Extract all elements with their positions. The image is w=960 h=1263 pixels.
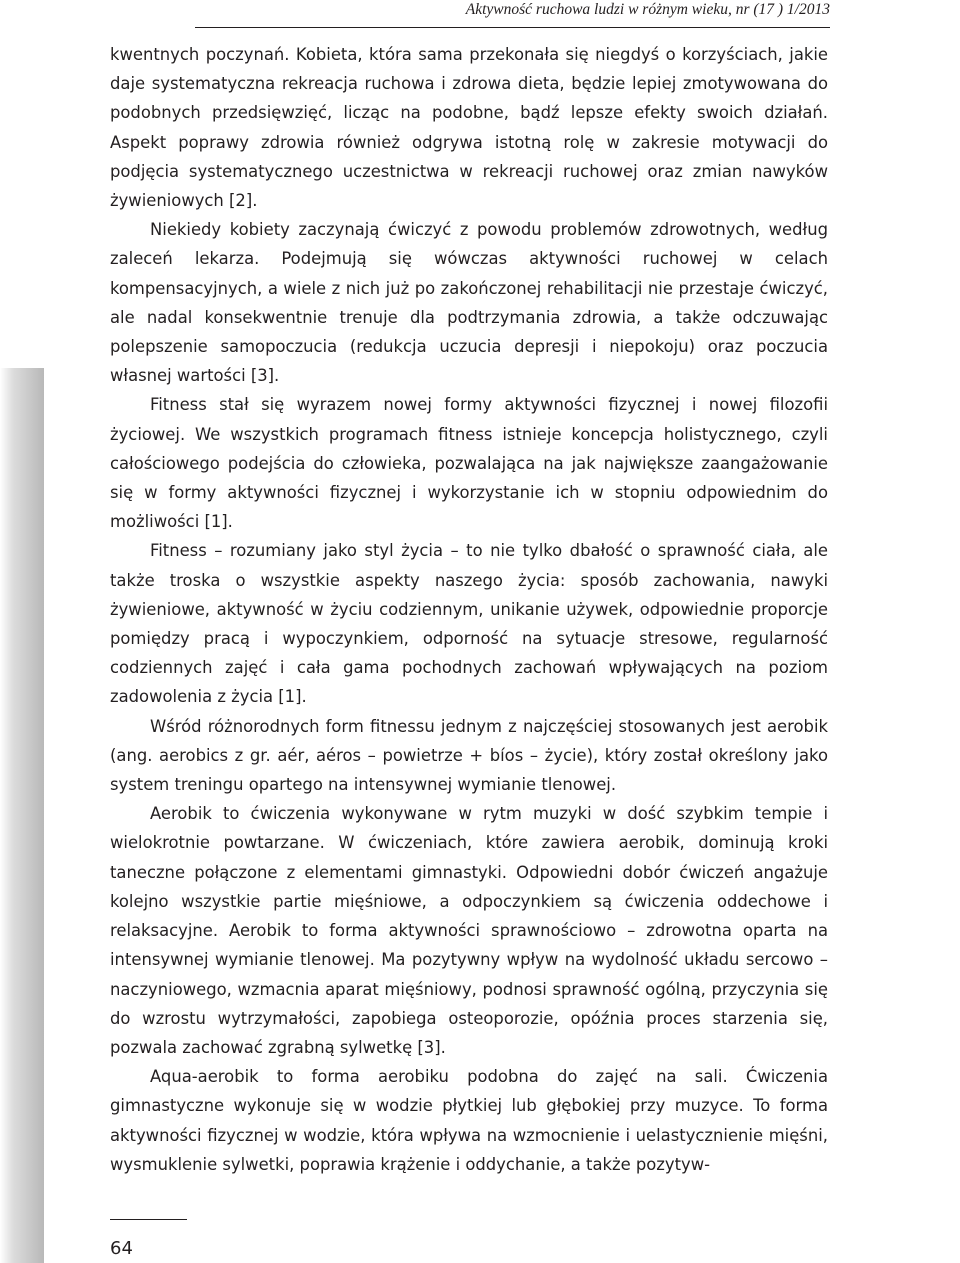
paragraph-fitness-lifestyle: Fitness – rozumiany jako styl życia – to nie tylko dbałość o sprawność ciała, ale także troska o wszystkie aspekty naszego życia: sposób zachowania, nawyki żywieniowe, aktywność w życiu codziennym, unikanie używek, odpowiednie proporcje pomiędzy pracą i wypoczynkiem, odporność na sytuacje stresowe, regularność codziennych zajęć i cała gama pochodnych zachowań wpływających na poziom zadowolenia z życia [1]. bbox=[110, 541, 828, 707]
running-header: Aktywność ruchowa ludzi w różnym wieku, nr (17 ) 1/2013 bbox=[465, 1, 830, 18]
side-gradient-bar bbox=[0, 368, 44, 1263]
paragraph-health-problems: Niekiedy kobiety zaczynają ćwiczyć z powodu problemów zdrowotnych, według zaleceń lekarza. Podejmują się wówczas aktywności ruchowej w celach kompensacyjnych, a wiele z nich już po zakończonej rehabilitacji nie przestaje ćwiczyć, ale nadal konsekwentnie trenuje dla podtrzymania zdrowia, a także odczuwając polepszenie samopoczucia (redukcja uczucia depresji i niepokoju) oraz poczucia własnej wartości [3]. bbox=[110, 220, 828, 386]
paragraph-aerobik-exercises: Aerobik to ćwiczenia wykonywane w rytm muzyki w dość szybkim tempie i wielokrotnie powtarzane. W ćwiczeniach, które zawiera aerobik, dominują kroki taneczne połączone z elementami gimnastyki. Odpowiedni dobór ćwiczeń angażuje kolejno wszystkie partie mięśniowe, a odpoczynkiem są ćwiczenia oddechowe i relaksacyjne. Aerobik to forma aktywności sprawnościowo – zdrowotna oparta na intensywnej wymianie tlenowej. Ma pozytywny wpływ na wydolność układu sercowo – naczyniowego, wzmacnia aparat mięśniowy, podnosi sprawność ogólną, przyczynia się do wzrostu wytrzymałości, zapobiega osteoporozie, opóźnia proces starzenia się, pozwala zachować zgrabną sylwetkę [3]. bbox=[110, 804, 828, 1057]
paragraph-continuation: kwentnych poczynań. Kobieta, która sama przekonała się niegdyś o korzyściach, jakie daje systematyczna rekreacja ruchowa i zdrowa dieta, będzie lepiej zmotywowana do podobnych przedsięwzięć, licząc na podobne, bądź lepsze efekty swoich działań. Aspekt poprawy zdrowia również odgrywa istotną rolę w zakresie motywacji do podjęcia systematycznego uczestnictwa w rekreacji ruchowej oraz zmian nawyków żywieniowych [2]. bbox=[110, 45, 828, 211]
paragraph-fitness-philosophy: Fitness stał się wyrazem nowej formy aktywności fizycznej i nowej filozofii życiowej. We wszystkich programach fitness istnieje koncepcja holistycznego, czyli całościowego podejścia do człowieka, pozwalająca na jak największe zaangażowanie się w formy aktywności fizycznej i wykorzystanie ich w stopniu odpowiednim do możliwości [1]. bbox=[110, 395, 828, 532]
page-number: 64 bbox=[110, 1238, 133, 1259]
paragraph-aerobik-definition: Wśród różnorodnych form fitnessu jednym z najczęściej stosowanych jest aerobik (ang. aerobics z gr. aér, aéros – powietrze + bíos – życie), który został określony jako system treningu opartego na intensywnej wymianie tlenowej. bbox=[110, 716, 828, 795]
paragraph-aqua-aerobik: Aqua-aerobik to forma aerobiku podobna do zajęć na sali. Ćwiczenia gimnastyczne wykonuje się w wodzie płytkiej lub głębokiej przy muzyce. To forma aktywności fizycznej w wodzie, która wpływa na wzmocnienie i uelastycznienie mięśni, wysmuklenie sylwetki, poprawia krążenie i oddychanie, a także pozytyw- bbox=[110, 1067, 828, 1174]
footer-rule bbox=[110, 1219, 187, 1220]
header-rule bbox=[195, 27, 830, 28]
article-body bbox=[110, 40, 828, 1179]
